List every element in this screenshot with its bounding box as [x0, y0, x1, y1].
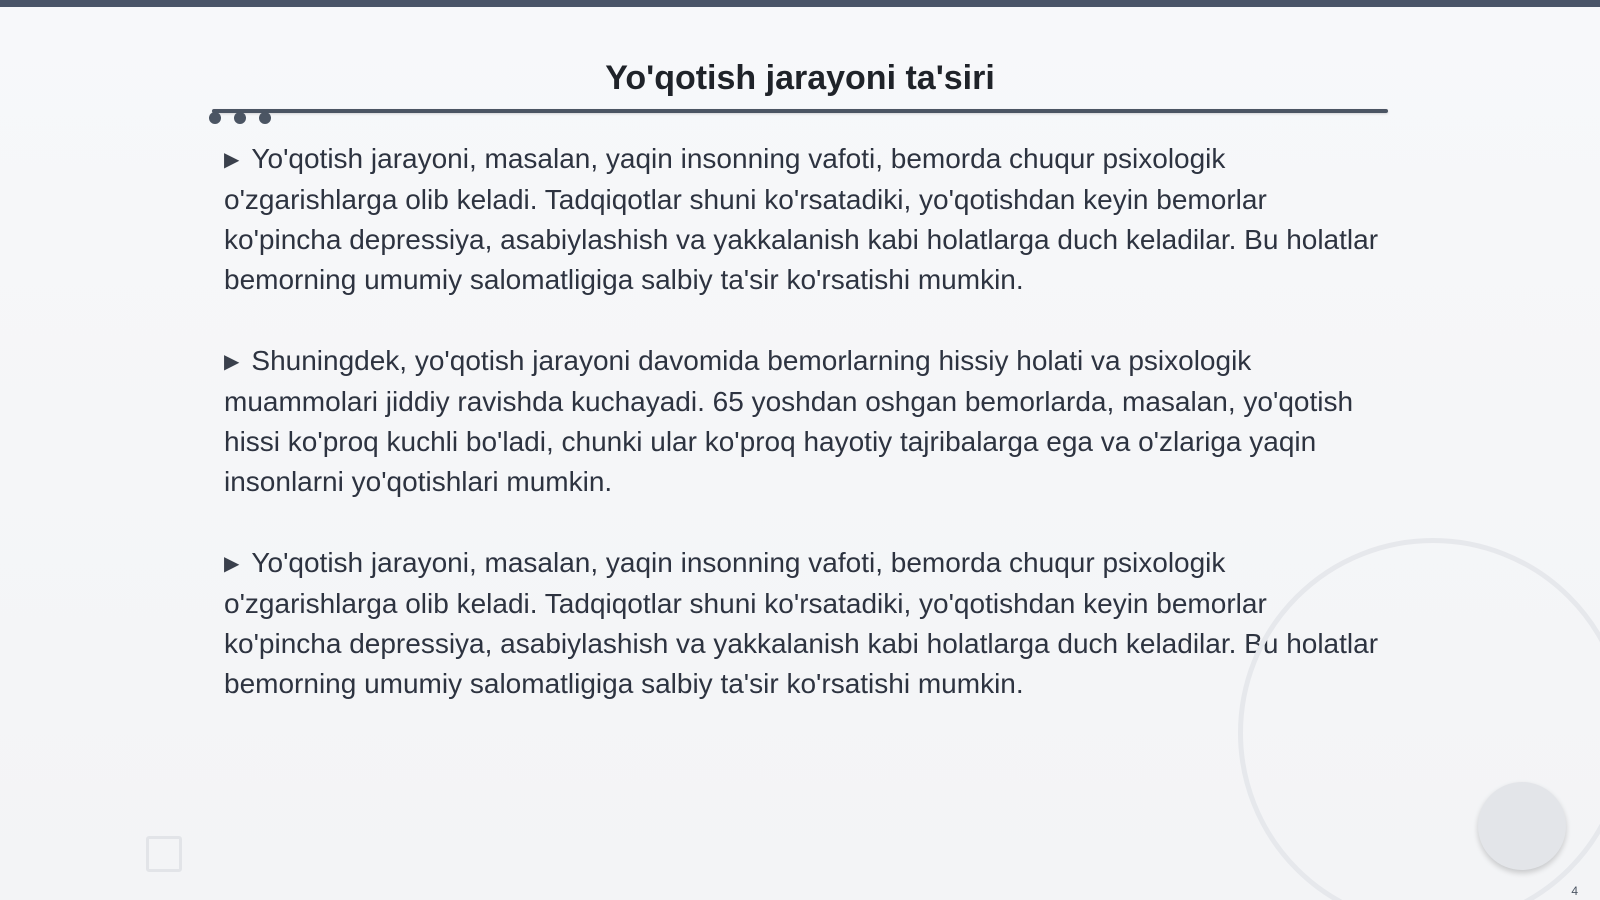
- slide-title: Yo'qotish jarayoni ta'siri: [605, 59, 995, 97]
- paragraph-text: Yo'qotish jarayoni, masalan, yaqin insonning vafoti, bemorda chuqur psixologik o'zgarishlarga olib keladi. Tadqiqotlar shuni ko'rsatadiki, yo'qotishdan keyin bemorlar ko'pincha depressiya, asabiylashish va yakkalanish kabi holatlarga duch keladilar. Bu holatlar bemorning umumiy salomatligiga salbiy ta'sir ko'rsatishi mumkin.: [224, 143, 1379, 295]
- page-number: 4: [1571, 884, 1578, 898]
- paragraph-text: Shuningdek, yo'qotish jarayoni davomida bemorlarning hissiy holati va psixologik muammolari jiddiy ravishda kuchayadi. 65 yoshdan oshgan bemorlarda, masalan, yo'qotish hissi ko'proq kuchli bo'ladi, chunki ular ko'proq hayotiy tajribalarga ega va o'zlariga yaqin insonlarni yo'qotishlari mumkin.: [224, 345, 1354, 497]
- rule-dot-icon: [259, 112, 271, 124]
- top-accent-bar: [0, 0, 1600, 7]
- triangle-bullet-icon: ▶: [224, 351, 240, 373]
- slide-body: [224, 139, 1384, 745]
- rule-dot-icon: [209, 112, 221, 124]
- bullet-paragraph: [224, 341, 1384, 502]
- rule-dot-icon: [234, 112, 246, 124]
- triangle-bullet-icon: ▶: [224, 553, 240, 575]
- bullet-paragraph: [224, 543, 1384, 704]
- decorative-circle-icon: [1478, 782, 1566, 870]
- bullet-paragraph: [224, 139, 1384, 300]
- triangle-bullet-icon: ▶: [224, 149, 240, 171]
- decorative-square-icon: [146, 836, 182, 872]
- title-underline: [212, 109, 1388, 113]
- paragraph-text: Yo'qotish jarayoni, masalan, yaqin insonning vafoti, bemorda chuqur psixologik o'zgarishlarga olib keladi. Tadqiqotlar shuni ko'rsatadiki, yo'qotishdan keyin bemorlar ko'pincha depressiya, asabiylashish va yakkalanish kabi holatlarga duch keladilar. Bu holatlar bemorning umumiy salomatligiga salbiy ta'sir ko'rsatishi mumkin.: [224, 547, 1379, 699]
